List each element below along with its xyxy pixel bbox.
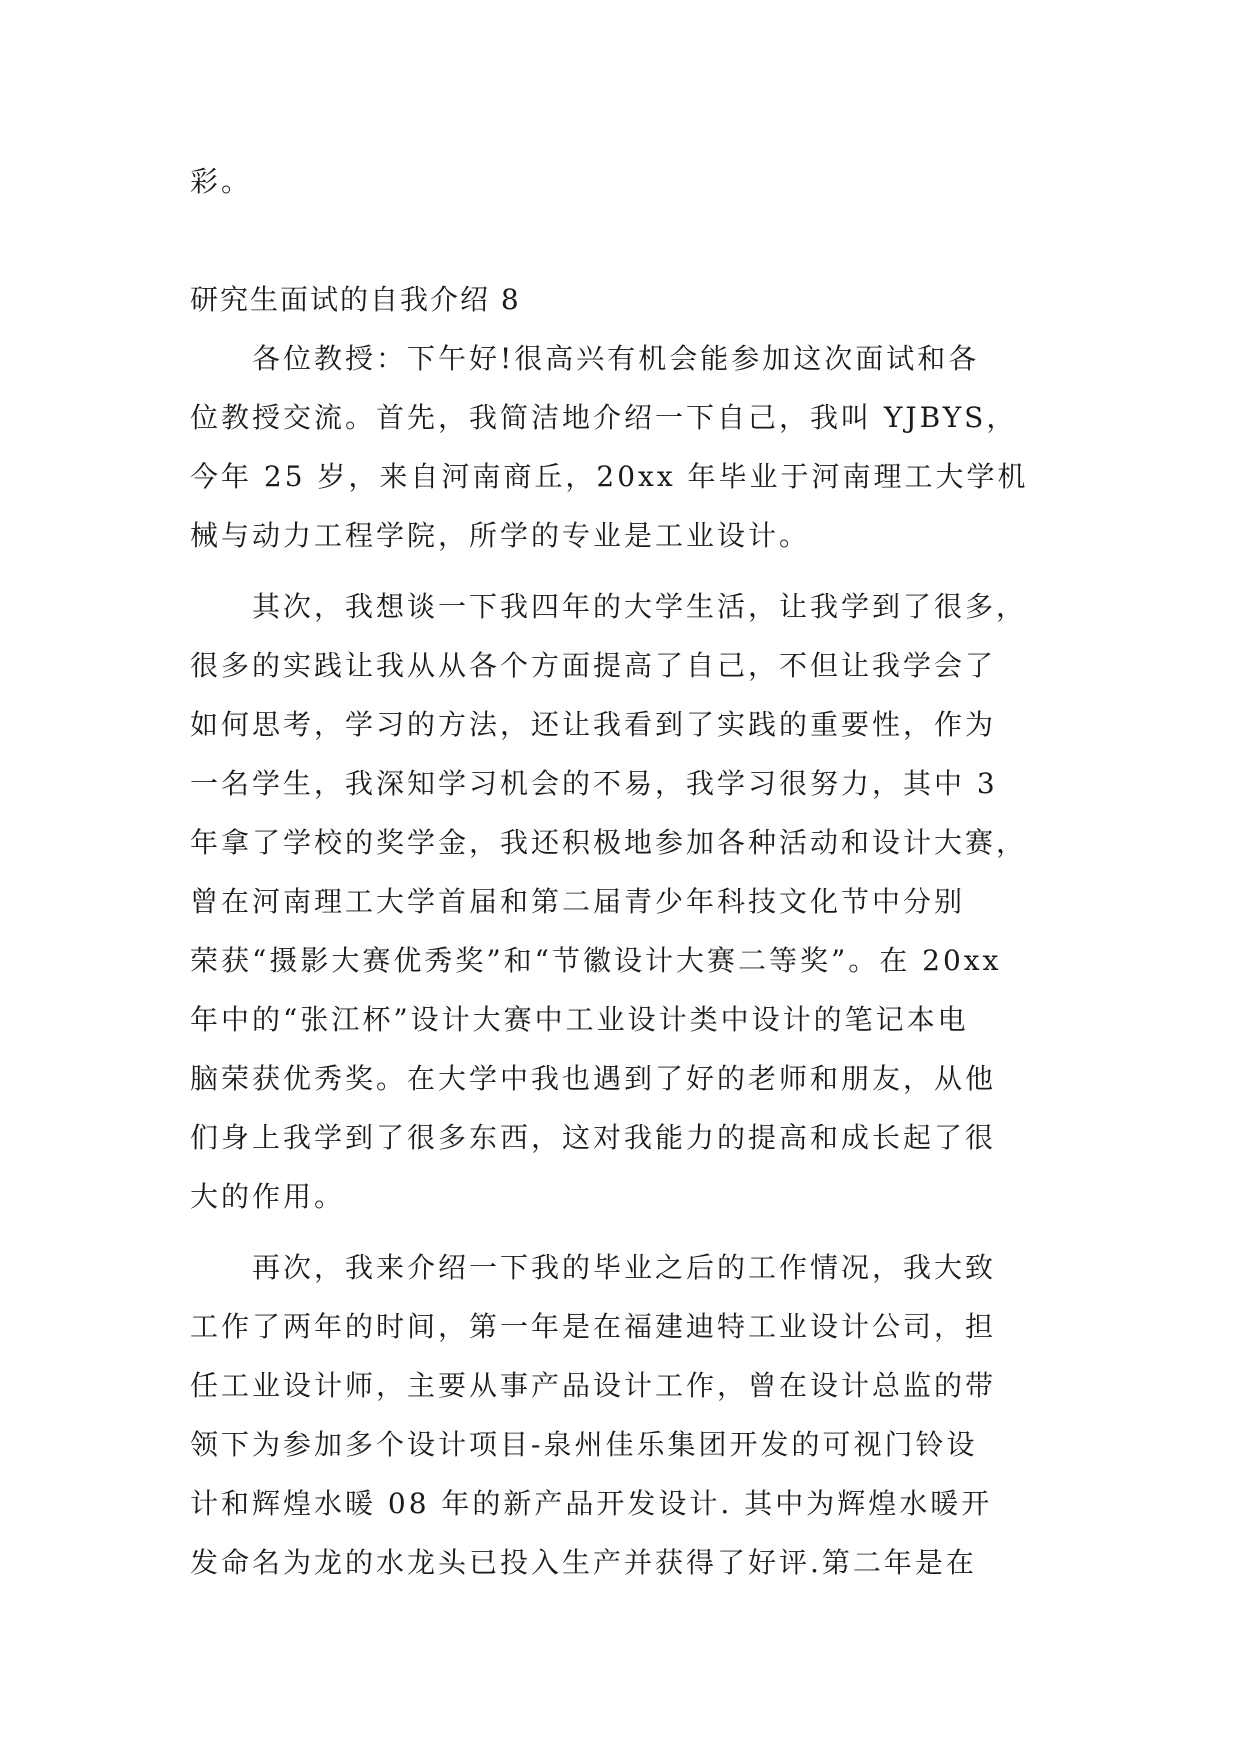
paragraph-line: 今年 25 岁，来自河南商丘，20xx 年毕业于河南理工大学机 <box>190 460 1029 493</box>
document-body <box>190 152 1050 1604</box>
paragraph-line: 年拿了学校的奖学金，我还积极地参加各种活动和设计大赛， <box>190 826 1028 859</box>
section-heading: 研究生面试的自我介绍 8 <box>190 283 521 316</box>
continued-text-fragment: 彩。 <box>190 165 253 198</box>
paragraph-line: 其次，我想谈一下我四年的大学生活，让我学到了很多， <box>252 590 1028 623</box>
paragraph-line: 领下为参加多个设计项目-泉州佳乐集团开发的可视门铃设 <box>190 1428 978 1461</box>
paragraph-line: 计和辉煌水暖 08 年的新产品开发设计. 其中为辉煌水暖开 <box>190 1487 993 1520</box>
paragraph-line: 曾在河南理工大学首届和第二届青少年科技文化节中分别 <box>190 885 966 918</box>
paragraph-line: 年中的“张江杯”设计大赛中工业设计类中设计的笔记本电 <box>190 1003 969 1036</box>
paragraph-university-life <box>190 577 1050 1226</box>
paragraph-line: 任工业设计师，主要从事产品设计工作，曾在设计总监的带 <box>190 1369 997 1402</box>
paragraph-line: 很多的实践让我从从各个方面提高了自己，不但让我学会了 <box>190 649 997 682</box>
paragraph-line: 发命名为龙的水龙头已投入生产并获得了好评.第二年是在 <box>190 1546 977 1579</box>
paragraph-line: 械与动力工程学院，所学的专业是工业设计。 <box>190 519 811 552</box>
paragraph-line: 再次，我来介绍一下我的毕业之后的工作情况，我大致 <box>252 1251 997 1284</box>
paragraph-line: 大的作用。 <box>190 1180 346 1213</box>
paragraph-line: 工作了两年的时间，第一年是在福建迪特工业设计公司，担 <box>190 1310 997 1343</box>
paragraph-line: 荣获“摄影大赛优秀奖”和“节徽设计大赛二等奖”。在 20xx <box>190 944 1002 977</box>
paragraph-line: 如何思考，学习的方法，还让我看到了实践的重要性，作为 <box>190 708 997 741</box>
paragraph-line: 们身上我学到了很多东西，这对我能力的提高和成长起了很 <box>190 1121 997 1154</box>
paragraph-line: 位教授交流。首先，我简洁地介绍一下自己，我叫 YJBYS， <box>190 401 1018 434</box>
paragraph-line: 各位教授：下午好!很高兴有机会能参加这次面试和各 <box>252 342 980 375</box>
paragraph-line: 脑荣获优秀奖。在大学中我也遇到了好的老师和朋友，从他 <box>190 1062 997 1095</box>
paragraph-line: 一名学生，我深知学习机会的不易，我学习很努力，其中 3 <box>190 767 998 800</box>
paragraph-greeting <box>190 329 1050 565</box>
paragraph-work-experience <box>190 1238 1050 1592</box>
